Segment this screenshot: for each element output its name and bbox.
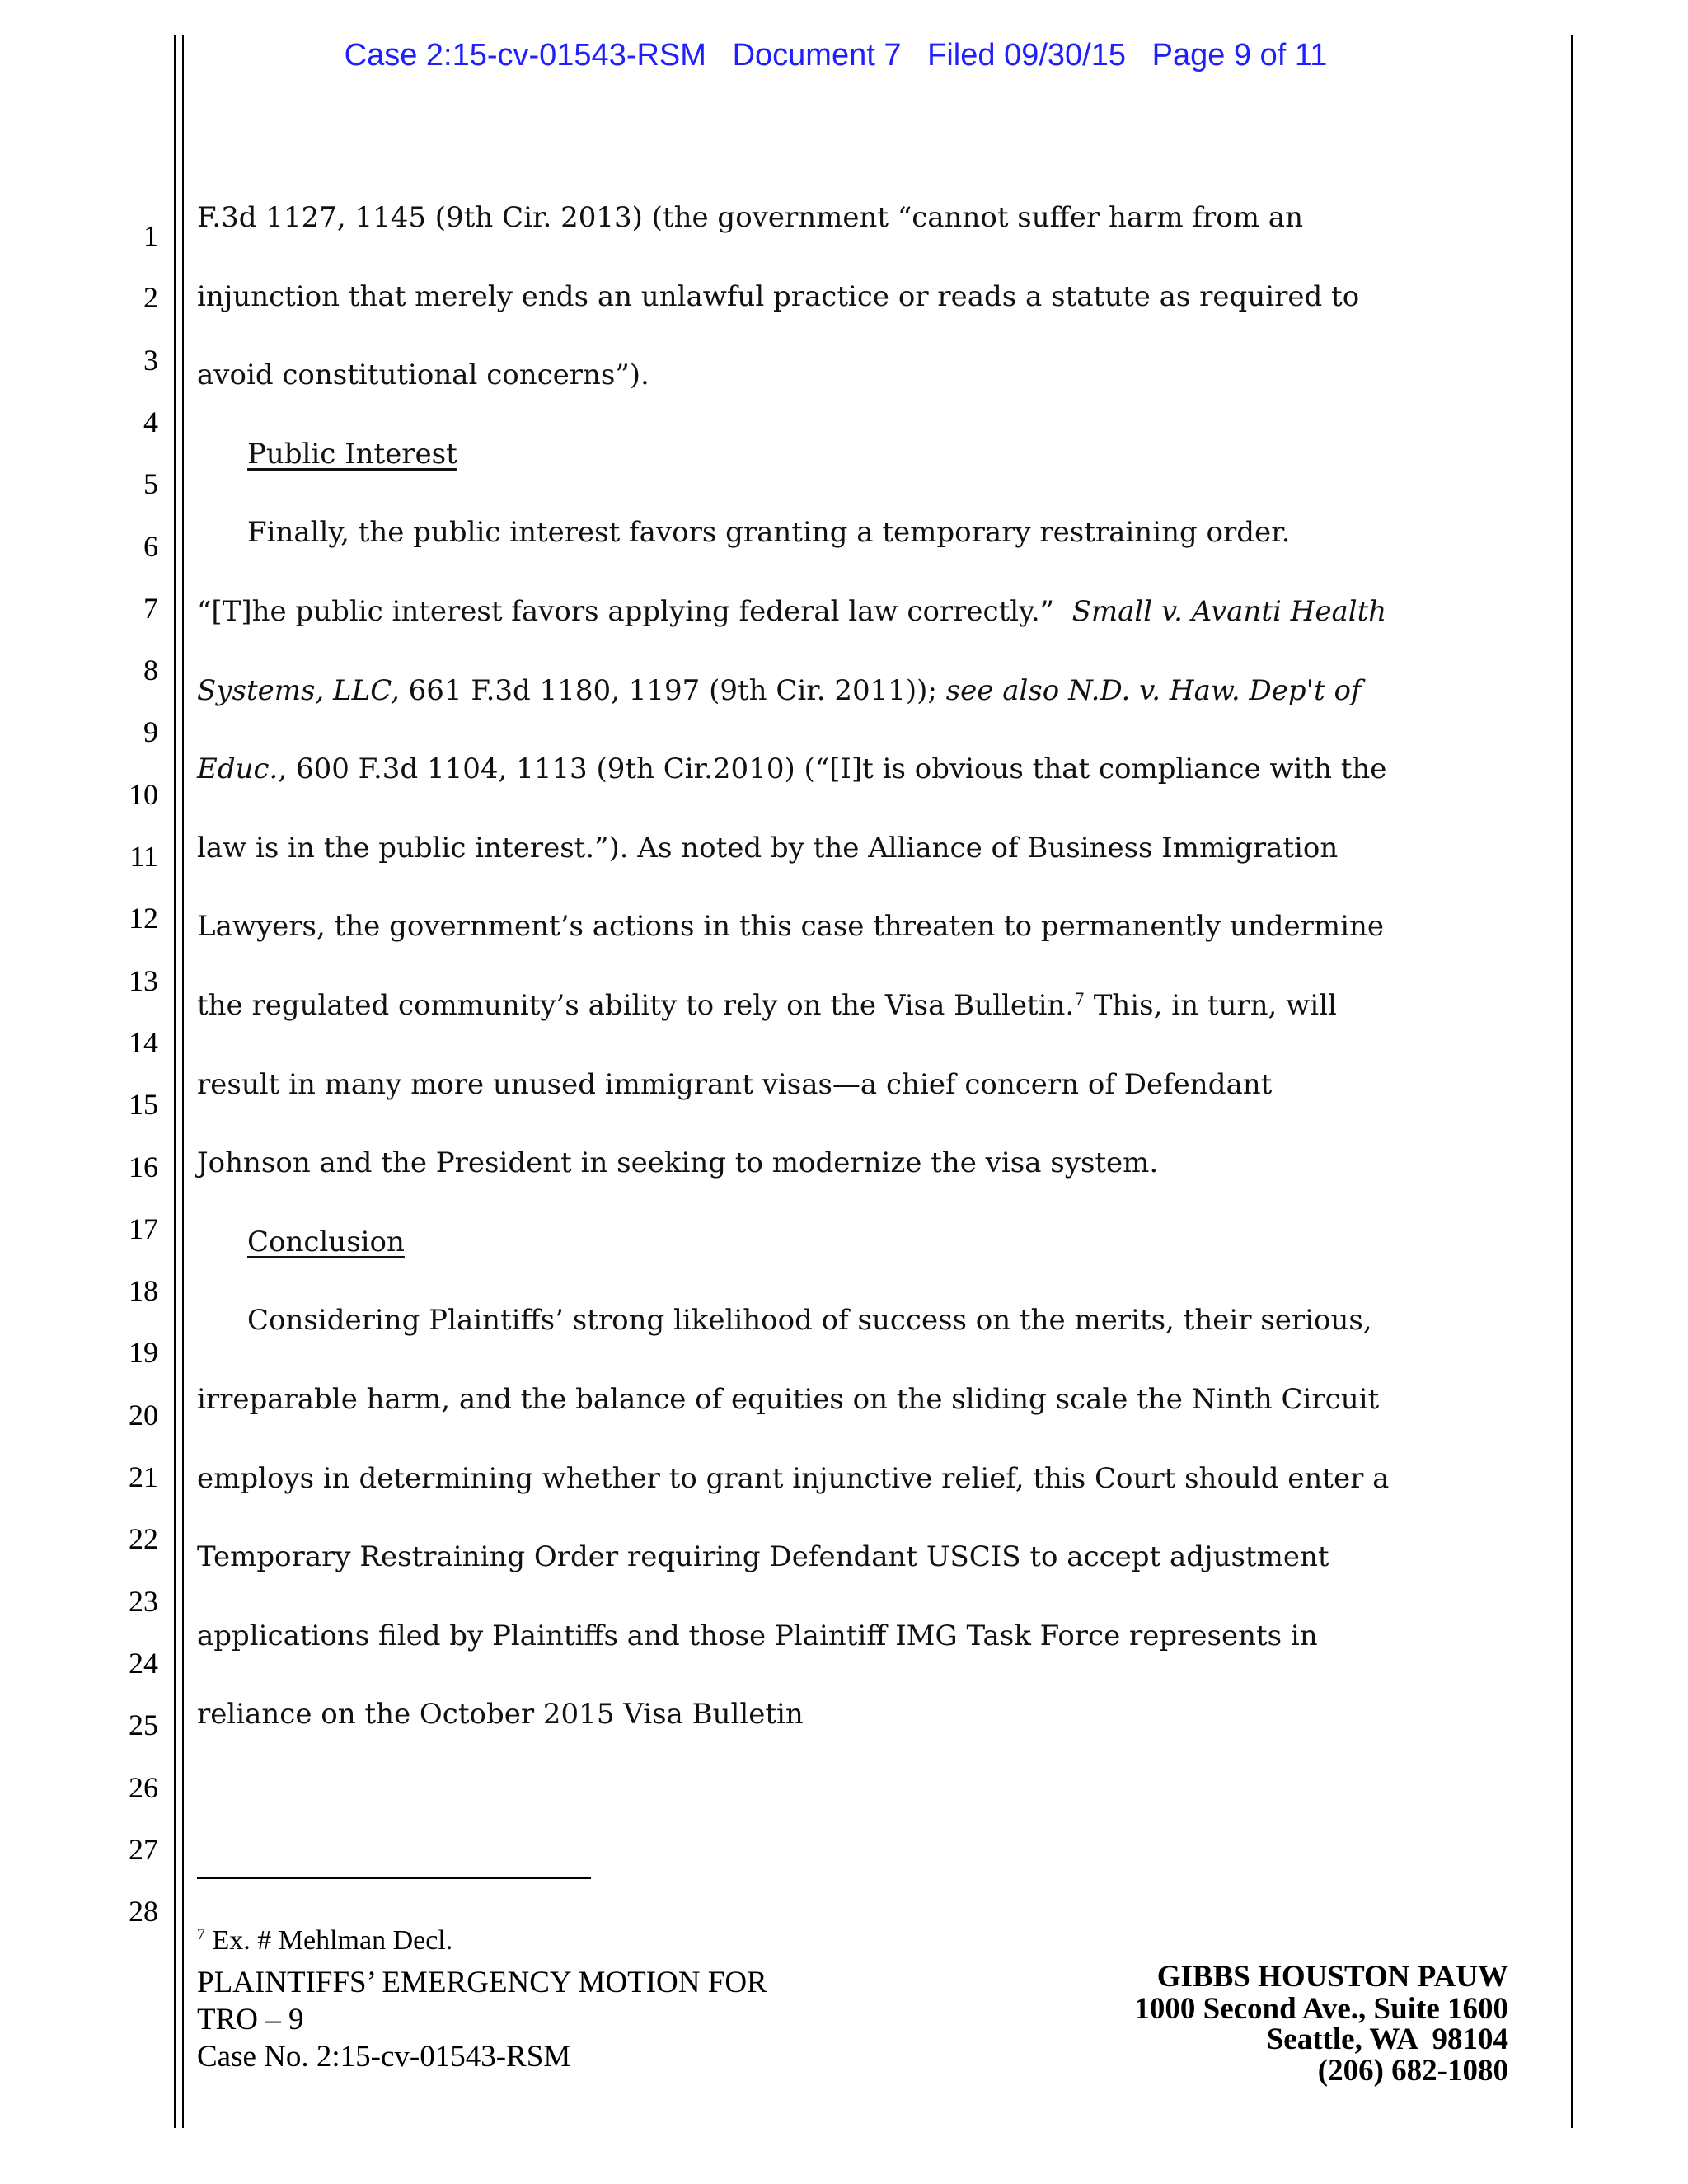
footer-case-number: Case No. 2:15-cv-01543-RSM (197, 2040, 571, 2074)
line-number: 3 (143, 343, 158, 377)
line-number: 20 (129, 1398, 158, 1432)
text-segment: applications filed by Plaintiffs and those Plaintiff IMG Task Force represents in (197, 1619, 1318, 1652)
section-heading: Public Interest (247, 437, 457, 471)
body-line (247, 514, 1290, 551)
body-line (197, 987, 1337, 1024)
line-number: 11 (129, 840, 158, 873)
line-number: 14 (129, 1025, 158, 1059)
text-segment: F.3d 1127, 1145 (9th Cir. 2013) (the government “cannot suffer harm from an (197, 201, 1303, 234)
body-line (197, 1618, 1318, 1654)
text-segment: Lawyers, the government’s actions in this case threaten to permanently undermine (197, 910, 1385, 944)
line-number: 28 (129, 1895, 158, 1929)
body-line (197, 830, 1338, 866)
case-citation-italic: Systems, LLC, (197, 673, 400, 707)
body-line (197, 908, 1384, 944)
line-number: 26 (129, 1770, 158, 1804)
case-citation-italic: Small v. Avanti Health (1071, 595, 1387, 628)
line-number: 19 (129, 1336, 158, 1370)
body-line (197, 199, 1303, 236)
line-number: 15 (129, 1088, 158, 1122)
case-header-stamp: Case 2:15-cv-01543-RSM Document 7 Filed 09/30/15 Page 9 of 11 (344, 38, 1328, 73)
text-segment: Considering Plaintiffs’ strong likelihood of success on the merits, their serious, (247, 1304, 1372, 1338)
line-number: 9 (143, 715, 158, 749)
body-line (197, 593, 1386, 630)
body-line (247, 436, 457, 472)
line-number: 18 (129, 1274, 158, 1308)
footer-title-line-1: PLAINTIFFS’ EMERGENCY MOTION FOR (197, 1966, 767, 1999)
body-line (197, 357, 649, 393)
footnote-separator (197, 1877, 591, 1879)
case-citation-italic: see also N.D. v. Haw. Dep't of (945, 673, 1362, 707)
footnote-text: Ex. # Mehlman Decl. (205, 1925, 453, 1956)
text-segment: reliance on the October 2015 Visa Bulletin (197, 1698, 804, 1732)
line-number: 23 (129, 1584, 158, 1618)
text-segment: the regulated community’s ability to rely on the Visa Bulletin. (197, 989, 1075, 1022)
line-number: 22 (129, 1522, 158, 1556)
left-margin-rule-outer (174, 35, 176, 2128)
body-line (197, 751, 1386, 787)
body-line (197, 1145, 1158, 1181)
firm-phone: (206) 682-1080 (1317, 2054, 1508, 2088)
section-heading: Conclusion (247, 1225, 405, 1258)
firm-address: 1000 Second Ave., Suite 1600 (1134, 1992, 1508, 2026)
text-segment: result in many more unused immigrant visas—a chief concern of Defendant (197, 1067, 1273, 1101)
line-number: 16 (129, 1150, 158, 1183)
line-number: 1 (143, 219, 158, 252)
line-number: 13 (129, 963, 158, 997)
text-segment: Finally, the public interest favors granting a temporary restraining order. (247, 516, 1291, 550)
footnote-7 (197, 1925, 452, 1957)
footer-title-line-2: TRO – 9 (197, 2003, 304, 2036)
text-segment: avoid constitutional concerns”). (197, 359, 649, 392)
text-segment: injunction that merely ends an unlawful practice or reads a statute as required to (197, 279, 1360, 313)
line-number: 4 (143, 405, 158, 438)
left-margin-rule-inner (182, 35, 184, 2128)
body-line (197, 279, 1359, 315)
text-segment: , 600 F.3d 1104, 1113 (9th Cir.2010) (“[I]t is obvious that compliance with the (278, 752, 1387, 786)
text-segment: law is in the public interest.”). As noted by the Alliance of Business Immigration (197, 831, 1339, 865)
body-line (247, 1224, 405, 1260)
line-number: 6 (143, 529, 158, 563)
line-number: 24 (129, 1646, 158, 1680)
line-number: 10 (129, 777, 158, 811)
text-segment: employs in determining whether to grant injunctive relief, this Court should enter a (197, 1461, 1390, 1495)
line-number: 7 (143, 591, 158, 625)
line-number: 12 (129, 902, 158, 935)
body-line (197, 1696, 804, 1732)
text-segment: Temporary Restraining Order requiring Defendant USCIS to accept adjustment (197, 1540, 1329, 1574)
body-line (197, 1066, 1272, 1103)
body-line (197, 1381, 1379, 1418)
case-citation-italic: Educ. (197, 752, 279, 786)
body-line (197, 1460, 1389, 1497)
text-segment: This, in turn, will (1084, 989, 1337, 1022)
line-number: 2 (143, 281, 158, 315)
firm-city: Seattle, WA 98104 (1266, 2022, 1508, 2056)
line-number: 25 (129, 1708, 158, 1742)
footnote-number: 7 (197, 1925, 205, 1943)
firm-name: GIBBS HOUSTON PAUW (1156, 1960, 1508, 1994)
footnote-reference: 7 (1074, 989, 1085, 1009)
right-margin-rule (1571, 35, 1573, 2128)
text-segment: Johnson and the President in seeking to modernize the visa system. (197, 1146, 1159, 1180)
body-line (247, 1302, 1372, 1338)
line-number: 27 (129, 1832, 158, 1866)
text-segment: irreparable harm, and the balance of equities on the sliding scale the Ninth Circuit (197, 1383, 1380, 1416)
line-number: 17 (129, 1212, 158, 1245)
line-number: 21 (129, 1460, 158, 1493)
line-number: 8 (143, 654, 158, 687)
body-line (197, 1539, 1329, 1575)
text-segment: “[T]he public interest favors applying federal law correctly.” (197, 595, 1072, 628)
line-number: 5 (143, 467, 158, 501)
body-line (197, 673, 1362, 709)
text-segment: 661 F.3d 1180, 1197 (9th Cir. 2011)); (399, 673, 946, 707)
